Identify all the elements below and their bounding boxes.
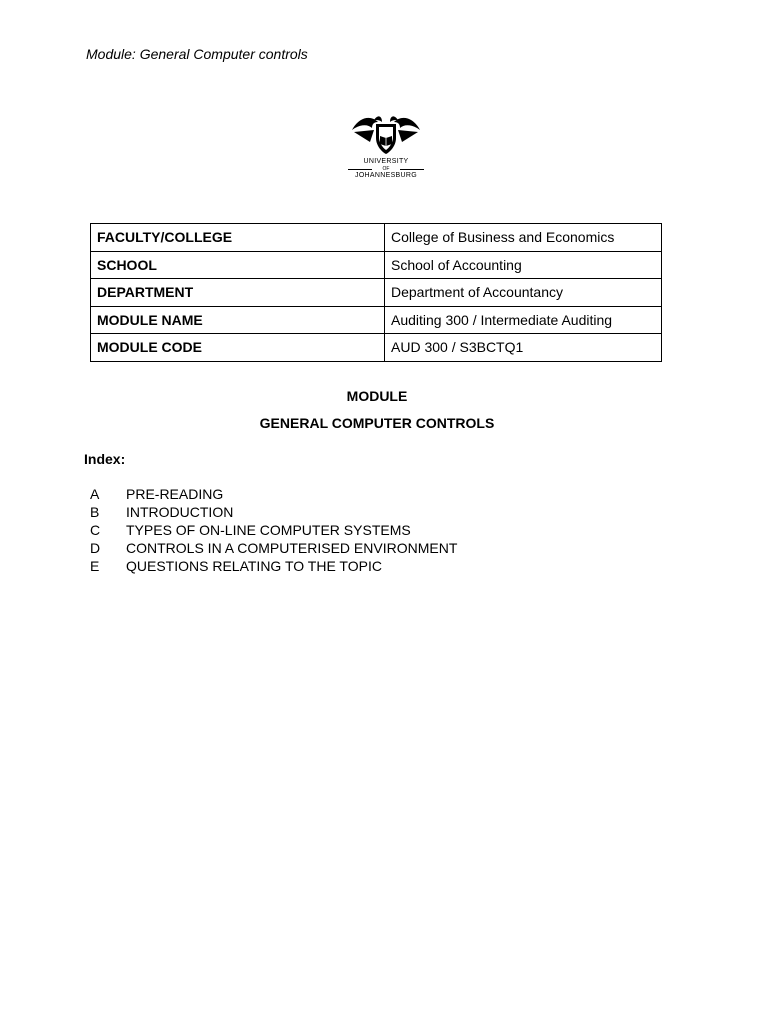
index-text: CONTROLS IN A COMPUTERISED ENVIRONMENT (126, 540, 458, 556)
index-letter: D (90, 540, 101, 556)
index-letter: C (90, 522, 101, 538)
table-row (91, 224, 662, 252)
index-text: PRE-READING (126, 486, 224, 502)
list-item (90, 539, 457, 557)
index-letter: B (90, 504, 100, 520)
logo-of-text: OF (338, 166, 434, 172)
row-value: College of Business and Economics (385, 224, 662, 252)
index-text: INTRODUCTION (126, 504, 234, 520)
row-value: Department of Accountancy (385, 279, 662, 307)
table-row (91, 334, 662, 362)
index-text: TYPES OF ON-LINE COMPUTER SYSTEMS (126, 522, 411, 538)
row-value: AUD 300 / S3BCTQ1 (385, 334, 662, 362)
list-item (90, 485, 457, 503)
row-key: MODULE NAME (91, 306, 385, 334)
table-row (91, 279, 662, 307)
index-letter: A (90, 486, 100, 502)
list-item (90, 557, 457, 575)
logo-university-text: UNIVERSITY (363, 158, 409, 165)
row-key: SCHOOL (91, 251, 385, 279)
module-subtitle: GENERAL COMPUTER CONTROLS (259, 415, 495, 431)
module-info-table (90, 223, 662, 362)
module-header: Module: General Computer controls (86, 46, 308, 62)
index-text: QUESTIONS RELATING TO THE TOPIC (126, 558, 382, 574)
row-key: MODULE CODE (91, 334, 385, 362)
table-row (91, 306, 662, 334)
row-key: DEPARTMENT (91, 279, 385, 307)
index-heading: Index: (84, 451, 126, 467)
university-logo (338, 108, 434, 192)
table-row (91, 251, 662, 279)
module-title: MODULE (346, 388, 408, 404)
row-key: FACULTY/COLLEGE (91, 224, 385, 252)
logo-johannesburg-text: JOHANNESBURG (355, 172, 417, 179)
row-value: Auditing 300 / Intermediate Auditing (385, 306, 662, 334)
list-item (90, 521, 457, 539)
index-list (90, 485, 457, 575)
list-item (90, 503, 457, 521)
crest-icon (344, 108, 428, 158)
index-letter: E (90, 558, 100, 574)
row-value: School of Accounting (385, 251, 662, 279)
